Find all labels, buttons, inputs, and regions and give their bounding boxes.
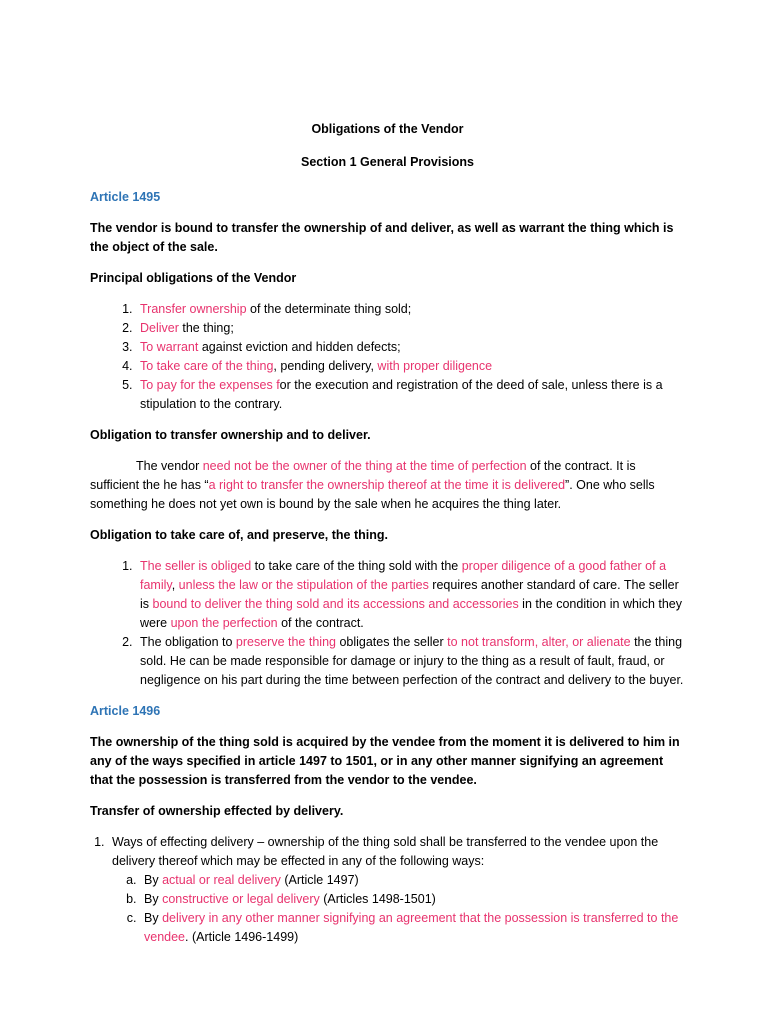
list-item: 2. The obligation to preserve the thing obligates the seller to not transform, alter, or alienate the thing sold. He can be made responsible for damage or injury to the thing as a result of fault, fraud, or negligence on his part during the time between perfection of the contract and delivery to the buyer.	[136, 633, 685, 690]
list-item: 1. Ways of effecting delivery – ownership of the thing sold shall be transferred to the vendee upon the delivery thereof which may be effected in any of the following ways: a. By actual or real delivery (Article 1497) b. By constructive or legal delivery (Articles 1498-1501) c. By delivery in any other manner signifying an agreement that the possession is transferred to the vendee. (Article 1496-1499)	[108, 833, 685, 947]
list-item: 1. Transfer ownership of the determinate thing sold;	[136, 300, 685, 319]
document-title: Obligations of the Vendor	[311, 122, 464, 136]
list-item: a. By actual or real delivery (Article 1497)	[140, 871, 685, 890]
delivery-ways-list	[112, 871, 685, 947]
article-1495-text: The vendor is bound to transfer the ownership of and deliver, as well as warrant the thing which is the object of the sale.	[90, 221, 674, 254]
care-heading: Obligation to take care of, and preserve, the thing.	[90, 528, 388, 542]
care-list	[90, 557, 685, 690]
document-content	[90, 120, 685, 959]
principal-obligations-heading: Principal obligations of the Vendor	[90, 271, 297, 285]
list-item: 2. Deliver the thing;	[136, 319, 685, 338]
article-1495-heading: Article 1495	[90, 190, 161, 204]
list-item: c. By delivery in any other manner signifying an agreement that the possession is transferred to the vendee. (Article 1496-1499)	[140, 909, 685, 947]
article-1496-text: The ownership of the thing sold is acquired by the vendee from the moment it is delivered to him in any of the ways specified in article 1497 to 1501, or in any other manner signifying an agreement that the possession is transferred from the vendor to the vendee.	[90, 735, 680, 787]
delivery-list	[90, 833, 685, 947]
list-item: 4. To take care of the thing, pending delivery, with proper diligence	[136, 357, 685, 376]
list-item: 5. To pay for the expenses for the execution and registration of the deed of sale, unless there is a stipulation to the contrary.	[136, 376, 685, 414]
article-1496-heading: Article 1496	[90, 704, 161, 718]
section-heading: Section 1 General Provisions	[301, 155, 474, 169]
list-item: 3. To warrant against eviction and hidden defects;	[136, 338, 685, 357]
list-item: 1. The seller is obliged to take care of the thing sold with the proper diligence of a good father of a family, unless the law or the stipulation of the parties requires another standard of care. The seller is bound to deliver the thing sold and its accessions and accessories in the condition in which they were upon the perfection of the contract.	[136, 557, 685, 633]
delivery-heading: Transfer of ownership effected by delivery.	[90, 804, 344, 818]
principal-obligations-list	[90, 300, 685, 414]
transfer-paragraph: The vendor need not be the owner of the thing at the time of perfection of the contract. It is sufficient the he has “a right to transfer the ownership thereof at the time it is delivered”. One who sells something he does not yet own is bound by the sale when he acquires the thing later.	[90, 459, 655, 511]
list-item: b. By constructive or legal delivery (Articles 1498-1501)	[140, 890, 685, 909]
transfer-heading: Obligation to transfer ownership and to deliver.	[90, 428, 371, 442]
